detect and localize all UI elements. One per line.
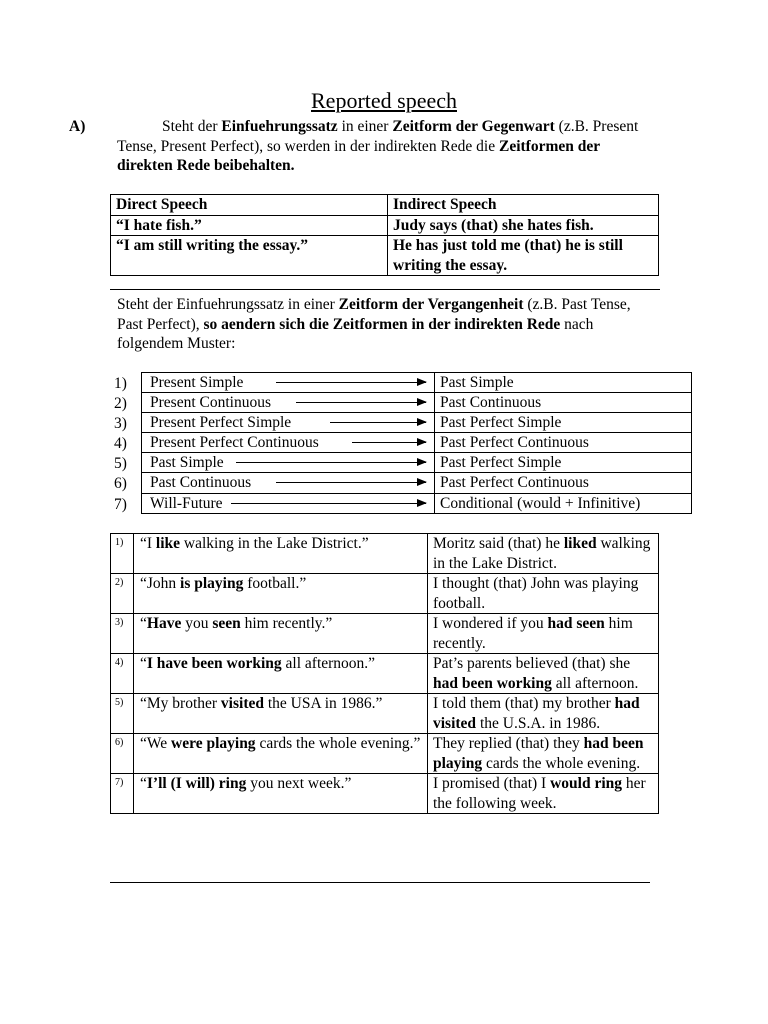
- text-run: the USA in 1986.”: [263, 695, 383, 712]
- example-row: [111, 534, 659, 574]
- bold-text: had seen: [547, 615, 605, 632]
- tense-row: [142, 453, 692, 473]
- text-run: him recently.: [433, 615, 633, 652]
- bold-text: would ring: [550, 775, 623, 792]
- bold-text: visited: [220, 695, 264, 712]
- arrow-right-icon: [276, 482, 426, 483]
- text-run: you: [181, 615, 213, 632]
- text-run: Steht der: [162, 118, 222, 135]
- reported-example: [428, 694, 659, 734]
- source-tense-cell: [142, 413, 435, 433]
- text-run: all afternoon.: [551, 674, 639, 692]
- example-row: [111, 774, 659, 814]
- source-tense: Present Simple: [150, 374, 244, 391]
- target-tense: Past Perfect Continuous: [435, 433, 692, 453]
- bold-text: like: [155, 535, 181, 552]
- source-tense: Will-Future: [150, 494, 223, 512]
- tense-row: [142, 393, 692, 413]
- source-tense: Past Continuous: [150, 474, 252, 492]
- direct-example: [134, 614, 428, 654]
- text-run: nach folgendem Muster:: [117, 315, 594, 352]
- text-run: “: [140, 775, 147, 792]
- direct-example: [134, 734, 428, 774]
- example-number: 5): [111, 694, 134, 734]
- direct-example: [134, 534, 428, 574]
- example-row: [111, 694, 659, 734]
- text-run: I wondered if you: [433, 615, 548, 632]
- source-tense-cell: [142, 393, 435, 413]
- target-tense: Past Perfect Simple: [435, 453, 692, 473]
- tense-number: 5): [114, 455, 127, 473]
- text-run: (z.B. Present Tense, Present Perfect), so werden in der indirekten Rede die: [117, 118, 639, 155]
- direct-example: [134, 574, 428, 614]
- text-run: walking in the Lake District.”: [180, 535, 369, 552]
- target-tense: Past Perfect Simple: [435, 413, 692, 433]
- tense-number: 6): [114, 475, 127, 493]
- source-tense-cell: [142, 433, 435, 453]
- reported-example: [428, 614, 659, 654]
- text-run: Pat’s parents believed (that) she: [433, 655, 631, 672]
- text-run: “: [140, 655, 147, 672]
- source-tense-cell: [142, 373, 435, 393]
- bold-text: I’ll (I will) ring: [146, 775, 247, 792]
- example-row: [111, 734, 659, 774]
- bold-text: I have been working: [146, 655, 282, 672]
- example-number: 4): [111, 654, 134, 694]
- tense-numbers: [114, 374, 127, 515]
- bold-text: is playing: [180, 575, 244, 592]
- bold-text: were playing: [171, 735, 256, 752]
- bold-text: so aendern sich die Zeitformen in der indirekten Rede: [203, 315, 561, 333]
- text-run: “John: [140, 575, 181, 592]
- example-row: [111, 614, 659, 654]
- example-number: 6): [111, 734, 134, 774]
- example-number: 1): [111, 534, 134, 574]
- text-run: “My brother: [140, 695, 221, 712]
- section-intro: [117, 117, 657, 176]
- reported-example: [428, 774, 659, 814]
- target-tense: Past Simple: [435, 373, 692, 393]
- bold-text: had been playing: [433, 735, 644, 772]
- tense-row: [142, 473, 692, 493]
- table-header-row: [111, 195, 659, 216]
- direct-speech-cell: “I am still writing the essay.”: [111, 236, 388, 276]
- example-number: 7): [111, 774, 134, 814]
- text-run: in einer: [337, 118, 393, 135]
- table-row: [111, 236, 659, 276]
- text-run: “We: [140, 735, 172, 752]
- direct-indirect-table: [110, 194, 659, 276]
- text-run: cards the whole evening.”: [255, 735, 421, 752]
- reported-example: [428, 654, 659, 694]
- indirect-speech-cell: He has just told me (that) he is still writing the essay.: [388, 236, 659, 276]
- divider: [110, 289, 660, 290]
- target-tense: Conditional (would + Infinitive): [435, 493, 692, 513]
- reported-example: [428, 574, 659, 614]
- bold-text: Zeitform der Vergangenheit: [338, 296, 524, 313]
- text-run: football.”: [243, 575, 307, 592]
- target-tense: Past Continuous: [435, 393, 692, 413]
- arrow-right-icon: [352, 442, 426, 443]
- source-tense-cell: [142, 473, 435, 493]
- tense-row: [142, 413, 692, 433]
- table-row: [111, 215, 659, 236]
- source-tense: Past Simple: [150, 454, 224, 472]
- page-title: Reported speech: [311, 88, 457, 113]
- tense-number: 4): [114, 435, 127, 453]
- column-header-direct: Direct Speech: [111, 195, 388, 216]
- bold-text: had visited: [433, 695, 640, 732]
- text-run: cards the whole evening.: [482, 754, 641, 772]
- bold-text: Einfuehrungssatz: [221, 118, 338, 135]
- arrow-right-icon: [330, 422, 426, 423]
- divider: [110, 882, 650, 883]
- target-tense: Past Perfect Continuous: [435, 473, 692, 493]
- examples-table: [110, 533, 659, 814]
- text-run: I told them (that) my brother: [433, 695, 615, 712]
- reported-example: [428, 534, 659, 574]
- bold-text: Zeitformen der direkten Rede beibehalten.: [117, 137, 600, 174]
- section-intro-text: [117, 118, 638, 174]
- tense-row: [142, 433, 692, 453]
- tense-number: 1): [114, 375, 127, 392]
- section-label: A): [69, 118, 86, 135]
- bold-text: liked: [563, 535, 597, 552]
- arrow-right-icon: [236, 462, 426, 463]
- bold-text: seen: [212, 615, 241, 632]
- text-run: her the following week.: [433, 775, 646, 812]
- text-run: all afternoon.”: [281, 655, 376, 672]
- text-run: walking in the Lake District.: [433, 535, 651, 572]
- text-run: I promised (that) I: [433, 775, 551, 792]
- direct-example: [134, 694, 428, 734]
- text-run: you next week.”: [246, 775, 352, 792]
- arrow-right-icon: [276, 382, 426, 383]
- text-run: him recently.”: [240, 615, 333, 632]
- source-tense-cell: [142, 493, 435, 513]
- past-tense-intro: [117, 295, 657, 354]
- bold-text: Zeitform der Gegenwart: [392, 118, 555, 135]
- example-row: [111, 574, 659, 614]
- source-tense: Present Continuous: [150, 394, 271, 412]
- text-run: I thought (that) John was playing football.: [433, 575, 639, 612]
- example-number: 3): [111, 614, 134, 654]
- text-run: the U.S.A. in 1986.: [476, 714, 601, 732]
- tense-number: 2): [114, 395, 127, 413]
- text-run: Moritz said (that) he: [433, 535, 564, 552]
- arrow-right-icon: [296, 402, 426, 403]
- text-run: Steht der Einfuehrungssatz in einer: [117, 296, 339, 313]
- direct-example: [134, 774, 428, 814]
- text-run: They replied (that) they: [433, 735, 584, 752]
- tense-row: [142, 373, 692, 393]
- source-tense-cell: [142, 453, 435, 473]
- bold-text: had been working: [433, 674, 552, 692]
- direct-speech-cell: “I hate fish.”: [111, 215, 388, 236]
- source-tense: Present Perfect Continuous: [150, 434, 319, 452]
- tense-number: 7): [114, 495, 127, 513]
- arrow-right-icon: [231, 503, 426, 504]
- direct-example: [134, 654, 428, 694]
- bold-text: Have: [146, 615, 182, 632]
- text-run: “I: [140, 535, 156, 552]
- tense-shift-table: [141, 372, 692, 514]
- tense-number: 3): [114, 415, 127, 433]
- example-row: [111, 654, 659, 694]
- reported-example: [428, 734, 659, 774]
- tense-row: [142, 493, 692, 513]
- source-tense: Present Perfect Simple: [150, 414, 292, 432]
- example-number: 2): [111, 574, 134, 614]
- text-run: (z.B. Past Tense, Past Perfect),: [117, 296, 631, 333]
- text-run: “: [140, 615, 147, 632]
- indirect-speech-cell: Judy says (that) she hates fish.: [388, 215, 659, 236]
- column-header-indirect: Indirect Speech: [388, 195, 659, 216]
